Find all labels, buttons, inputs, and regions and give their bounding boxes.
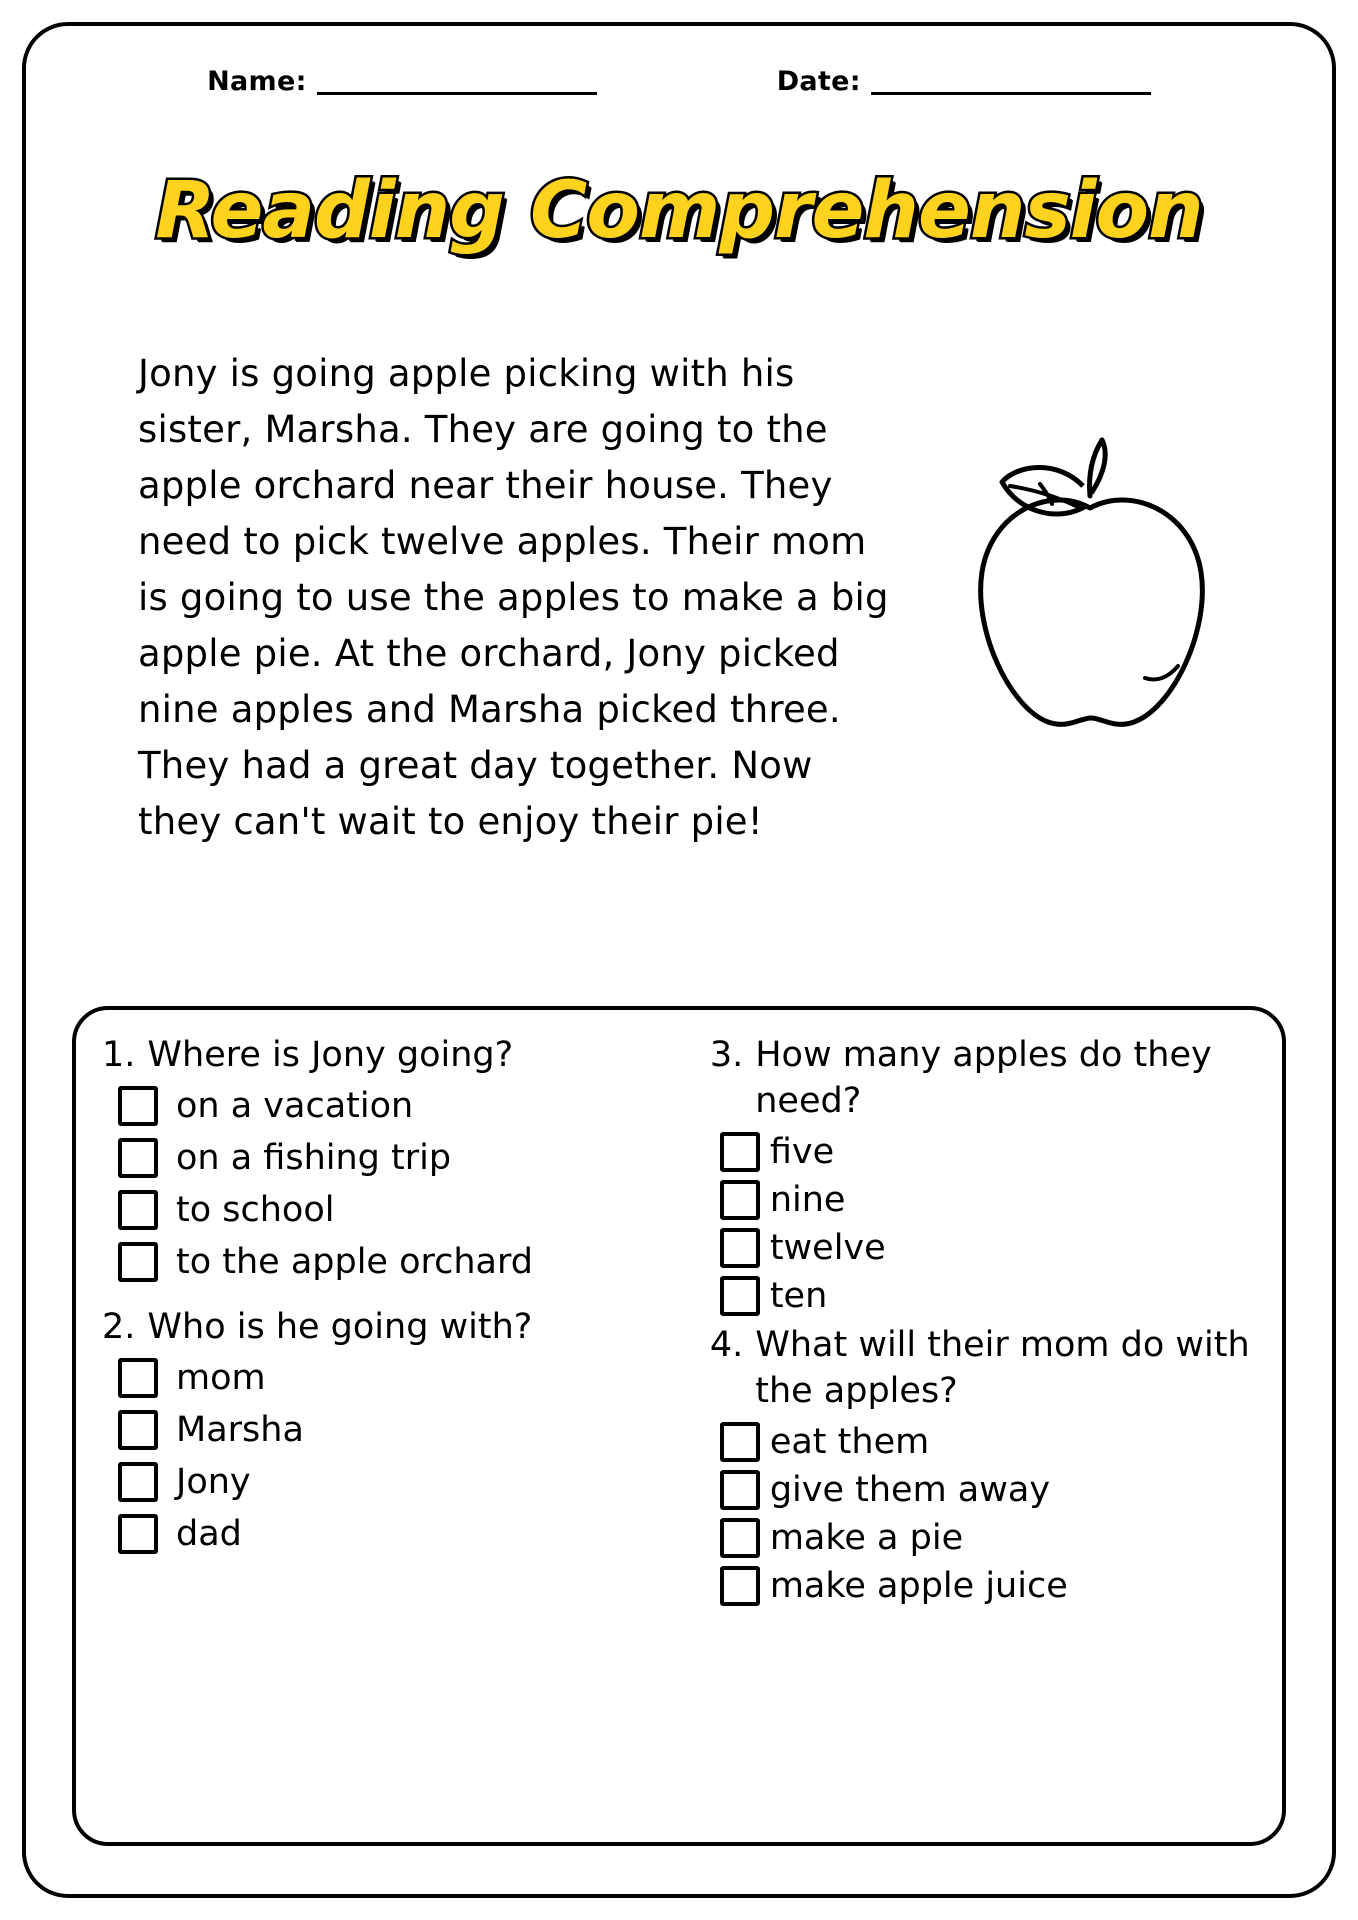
option-row[interactable]: [720, 1564, 1256, 1608]
option-row[interactable]: [720, 1178, 1256, 1222]
question-3-text: How many apples do they need?: [755, 1035, 1212, 1121]
question-2-number: 2.: [102, 1307, 136, 1347]
option-label: on a fishing trip: [176, 1138, 452, 1178]
question-3-title: [710, 1032, 1256, 1124]
option-row[interactable]: [118, 1408, 670, 1452]
checkbox-icon[interactable]: [118, 1410, 158, 1450]
option-row[interactable]: [118, 1512, 670, 1556]
option-row[interactable]: [720, 1468, 1256, 1512]
option-label: make apple juice: [769, 1566, 1068, 1606]
question-4-number: 4.: [709, 1325, 744, 1365]
option-row[interactable]: [720, 1420, 1256, 1464]
checkbox-icon[interactable]: [118, 1242, 158, 1282]
worksheet-border: [22, 22, 1336, 1898]
question-2-options: [118, 1356, 670, 1556]
checkbox-icon[interactable]: [720, 1180, 760, 1220]
option-row[interactable]: [720, 1130, 1256, 1174]
question-2-text: Who is he going with?: [147, 1307, 533, 1347]
checkbox-icon[interactable]: [118, 1086, 158, 1126]
option-label: eat them: [769, 1422, 930, 1462]
date-field[interactable]: [777, 68, 1151, 95]
page-title: Reading Comprehension: [155, 166, 1203, 256]
question-1-options: [118, 1084, 670, 1284]
question-4-text: What will their mom do with the apples?: [755, 1325, 1250, 1411]
option-label: give them away: [769, 1470, 1051, 1510]
option-row[interactable]: [720, 1274, 1256, 1318]
question-3-options: [720, 1130, 1256, 1318]
name-date-row: [26, 68, 1332, 95]
date-label: Date:: [776, 66, 861, 97]
checkbox-icon[interactable]: [118, 1462, 158, 1502]
checkbox-icon[interactable]: [720, 1132, 760, 1172]
option-row[interactable]: [118, 1136, 670, 1180]
checkbox-icon[interactable]: [118, 1514, 158, 1554]
title-container: [26, 166, 1332, 256]
option-label: make a pie: [769, 1518, 964, 1558]
option-row[interactable]: [118, 1188, 670, 1232]
checkbox-icon[interactable]: [118, 1138, 158, 1178]
question-1: [102, 1032, 670, 1284]
question-4-options: [720, 1420, 1256, 1608]
option-label: twelve: [769, 1228, 886, 1268]
date-input-line[interactable]: [871, 72, 1151, 95]
question-4-title: [710, 1322, 1256, 1414]
question-2: [102, 1304, 670, 1556]
question-1-title: [102, 1032, 670, 1078]
checkbox-icon[interactable]: [118, 1358, 158, 1398]
option-row[interactable]: [720, 1226, 1256, 1270]
question-4: [710, 1322, 1256, 1608]
option-row[interactable]: [118, 1356, 670, 1400]
option-label: ten: [769, 1276, 828, 1316]
option-label: to school: [176, 1190, 335, 1230]
reading-passage: Jony is going apple picking with his sister, Marsha. They are going to the apple orchard near their house. They need to pick twelve apples. Their mom is going to use the apples to make a big apple pie. At the orchard, Jony picked nine apples and Marsha picked three. They had a great day together. Now they can't wait to enjoy their pie!: [138, 352, 889, 843]
name-label: Name:: [207, 66, 307, 97]
checkbox-icon[interactable]: [720, 1422, 760, 1462]
questions-column-left: [102, 1032, 670, 1820]
question-3-number: 3.: [709, 1035, 744, 1075]
option-label: to the apple orchard: [176, 1242, 533, 1282]
option-row[interactable]: [118, 1460, 670, 1504]
questions-box: [72, 1006, 1286, 1846]
checkbox-icon[interactable]: [720, 1276, 760, 1316]
checkbox-icon[interactable]: [118, 1190, 158, 1230]
option-label: on a vacation: [176, 1086, 414, 1126]
checkbox-icon[interactable]: [720, 1470, 760, 1510]
question-2-title: [102, 1304, 670, 1350]
option-row[interactable]: [118, 1084, 670, 1128]
checkbox-icon[interactable]: [720, 1518, 760, 1558]
checkbox-icon[interactable]: [720, 1228, 760, 1268]
name-input-line[interactable]: [317, 72, 597, 95]
option-label: five: [769, 1132, 835, 1172]
option-row[interactable]: [118, 1240, 670, 1284]
name-field[interactable]: [207, 68, 597, 95]
question-3: [710, 1032, 1256, 1318]
question-1-number: 1.: [102, 1035, 136, 1075]
option-label: nine: [769, 1180, 846, 1220]
questions-column-right: [688, 1032, 1256, 1820]
option-label: mom: [176, 1358, 266, 1398]
question-1-text: Where is Jony going?: [147, 1035, 514, 1075]
checkbox-icon[interactable]: [720, 1566, 760, 1606]
option-row[interactable]: [720, 1516, 1256, 1560]
option-label: dad: [176, 1514, 242, 1554]
apple-icon: [940, 426, 1240, 746]
option-label: Jony: [176, 1462, 251, 1502]
option-label: Marsha: [176, 1410, 304, 1450]
